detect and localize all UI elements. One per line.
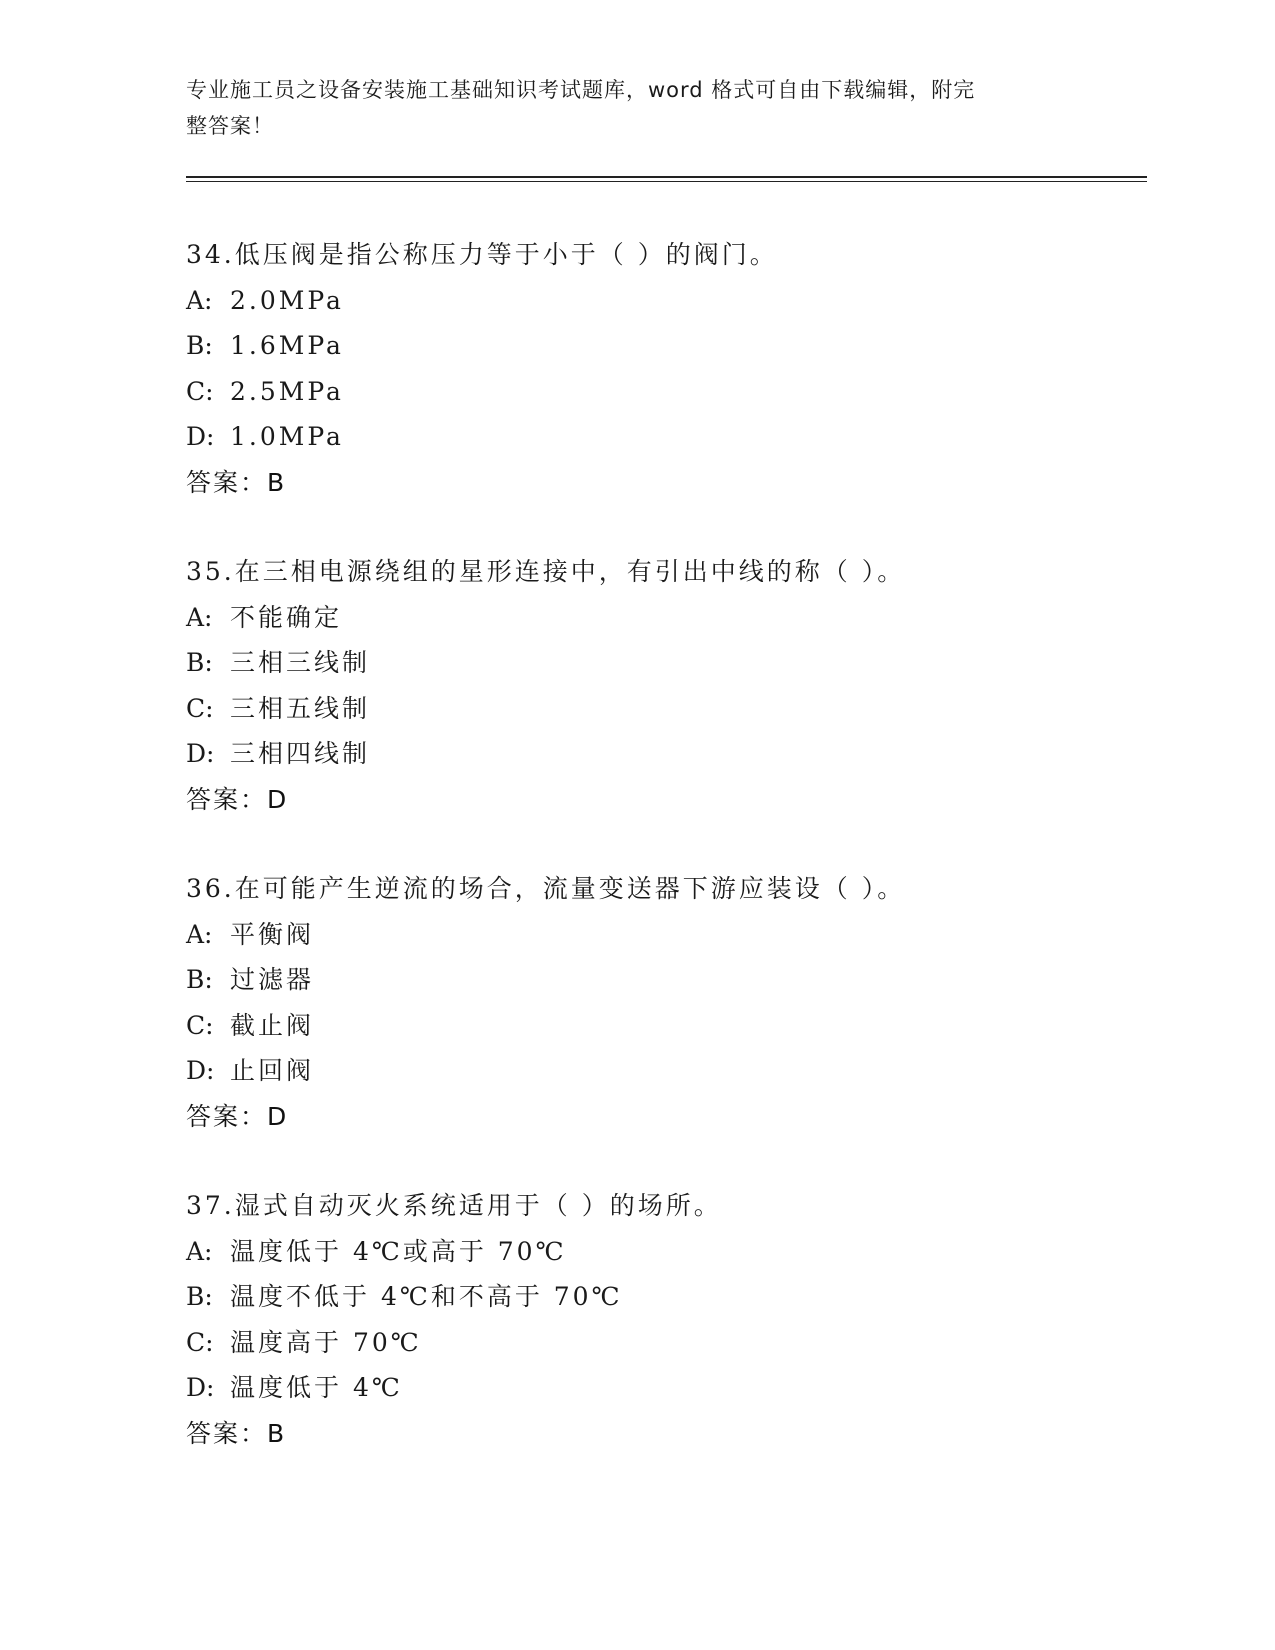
question-stem: 37.湿式自动灭火系统适用于（ ）的场所。 — [186, 1191, 722, 1220]
option-label: D: — [186, 1056, 215, 1085]
answer: 答案：B — [186, 1418, 287, 1448]
option-a — [186, 278, 1136, 324]
question-36 — [186, 866, 1136, 1139]
option-label: C: — [186, 693, 214, 723]
option-text: 截止阀 — [230, 1010, 315, 1040]
option-text: 1.0MPa — [230, 422, 344, 451]
option-label: D: — [186, 739, 215, 768]
answer: 答案：D — [186, 1101, 289, 1131]
option-label: A: — [186, 602, 213, 632]
option-text: 不能确定 — [230, 602, 343, 632]
option-c — [186, 686, 1136, 732]
answer: 答案：D — [186, 784, 289, 814]
option-text: 平衡阀 — [230, 919, 315, 949]
option-text: 温度低于 4℃ — [230, 1373, 403, 1402]
question-stem: 34.低压阀是指公称压力等于小于（ ）的阀门。 — [186, 240, 778, 269]
option-d — [186, 1048, 1136, 1094]
option-label: C: — [186, 1010, 214, 1040]
option-label: A: — [186, 1236, 213, 1266]
option-c — [186, 1320, 1136, 1366]
question-stem: 36.在可能产生逆流的场合，流量变送器下游应装设（ ）。 — [186, 874, 906, 903]
option-label: B: — [186, 331, 213, 360]
option-text: 三相四线制 — [230, 739, 371, 768]
option-text: 温度高于 70℃ — [230, 1327, 422, 1357]
option-d — [186, 414, 1136, 460]
option-label: A: — [186, 919, 213, 949]
option-label: D: — [186, 422, 215, 451]
option-b — [186, 323, 1136, 369]
question-37 — [186, 1183, 1136, 1456]
option-label: B: — [186, 1282, 213, 1311]
option-text: 温度不低于 4℃和不高于 70℃ — [230, 1282, 623, 1311]
option-text: 三相五线制 — [230, 693, 371, 723]
option-a — [186, 595, 1136, 641]
option-b — [186, 640, 1136, 686]
option-b — [186, 1274, 1136, 1320]
option-text: 2.0MPa — [230, 285, 344, 315]
option-text: 1.6MPa — [230, 331, 344, 360]
document-header — [186, 72, 1066, 144]
option-text: 过滤器 — [230, 965, 315, 994]
header-divider-thick — [186, 176, 1147, 178]
option-label: C: — [186, 1327, 214, 1357]
option-a — [186, 912, 1136, 958]
header-line-1: 专业施工员之设备安装施工基础知识考试题库，word 格式可自由下载编辑，附完 — [186, 78, 976, 102]
option-label: C: — [186, 376, 214, 406]
header-line-2: 整答案！ — [186, 114, 274, 138]
option-text: 温度低于 4℃或高于 70℃ — [230, 1236, 567, 1266]
option-c — [186, 1003, 1136, 1049]
option-label: B: — [186, 648, 213, 677]
option-text: 三相三线制 — [230, 648, 371, 677]
option-label: A: — [186, 285, 213, 315]
option-a — [186, 1229, 1136, 1275]
option-label: D: — [186, 1373, 215, 1402]
option-text: 止回阀 — [230, 1056, 315, 1085]
question-34 — [186, 232, 1136, 505]
option-text: 2.5MPa — [230, 376, 344, 406]
option-label: B: — [186, 965, 213, 994]
option-c — [186, 369, 1136, 415]
option-b — [186, 957, 1136, 1003]
answer: 答案：B — [186, 467, 287, 497]
question-35 — [186, 549, 1136, 822]
header-divider-thin — [186, 181, 1147, 182]
option-d — [186, 1365, 1136, 1411]
option-d — [186, 731, 1136, 777]
question-stem: 35.在三相电源绕组的星形连接中，有引出中线的称（ ）。 — [186, 557, 906, 586]
